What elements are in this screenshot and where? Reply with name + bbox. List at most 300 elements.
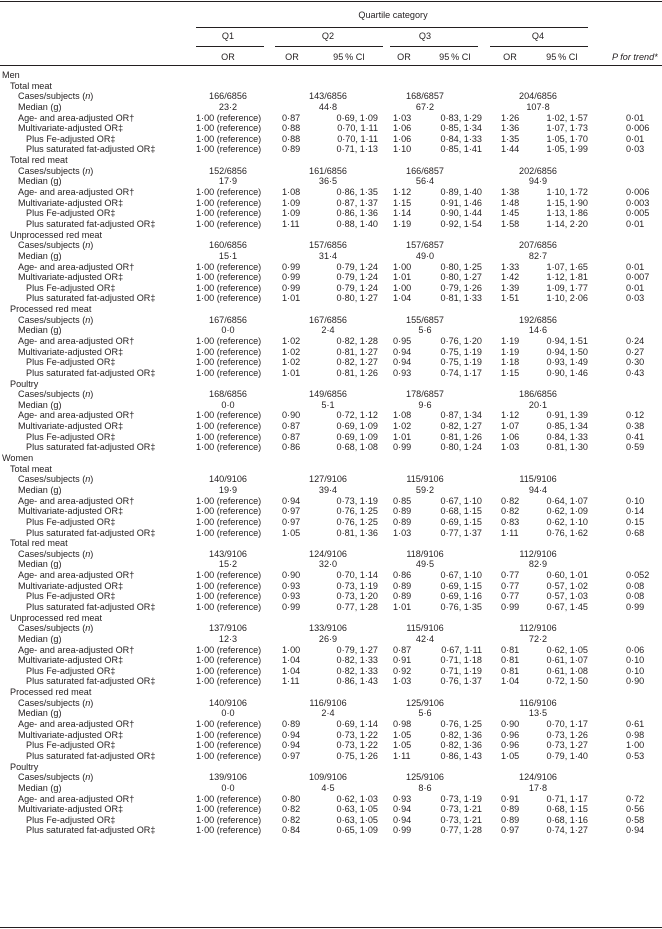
row-label: Plus Fe-adjusted OR‡ (26, 814, 116, 825)
q2-or: 0·99 (282, 261, 301, 272)
group-label: Total red meat (10, 155, 68, 166)
q1-or: 1·00 (reference) (196, 676, 262, 687)
row-label: Plus saturated fat-adjusted OR‡ (26, 442, 156, 453)
median-q4: 82·7 (528, 250, 548, 261)
median-q1: 12·3 (218, 633, 238, 644)
q4-ci: 0·93, 1·49 (546, 357, 588, 368)
q4-or: 0·89 (501, 804, 520, 815)
q2-ci: 0·82, 1·33 (336, 665, 378, 676)
p-trend-label: P for trend* (612, 52, 658, 62)
q3-ci: 0·69, 1·15 (440, 580, 482, 591)
cases-q3: 168/6857 (406, 91, 444, 102)
q4-or: 1·03 (501, 442, 520, 453)
q4-or: 1·33 (501, 261, 520, 272)
q4-ci: 0·84, 1·33 (546, 431, 588, 442)
q3-ci: 0·69, 1·16 (440, 591, 482, 602)
q4-or: 1·42 (501, 272, 520, 283)
row-label: Plus saturated fat-adjusted OR‡ (26, 144, 156, 155)
q2-ci: 0·68, 1·08 (336, 442, 378, 453)
row-label-cases: Cases/subjects (n) (18, 389, 94, 400)
p-trend: 0·006 (626, 187, 650, 198)
q2-or: 0·94 (282, 729, 301, 740)
q1-or: 1·00 (reference) (196, 410, 262, 421)
row-label-median: Median (g) (18, 708, 62, 719)
row-label: Plus Fe-adjusted OR‡ (26, 208, 116, 219)
q2-or: 1·08 (282, 187, 301, 198)
q3-or: 1·14 (393, 208, 412, 219)
q3-or: 1·10 (393, 144, 412, 155)
q1-rule (196, 46, 264, 47)
q2-header: Q2 (321, 31, 335, 41)
q2-or: 0·97 (282, 506, 301, 517)
row-label-median: Median (g) (18, 633, 62, 644)
q3-or: 1·05 (393, 729, 412, 740)
median-q3: 56·4 (415, 176, 435, 187)
row-label: Plus saturated fat-adjusted OR‡ (26, 218, 156, 229)
q3-ci: 0·87, 1·34 (440, 410, 482, 421)
p-trend: 0·01 (626, 112, 645, 123)
cases-q4: 112/9106 (519, 548, 557, 559)
row-label: Multivariate-adjusted OR‡ (18, 123, 124, 134)
q1-or: 1·00 (reference) (196, 644, 262, 655)
row-label-cases: Cases/subjects (n) (18, 240, 94, 251)
q2-or: 1·02 (282, 357, 301, 368)
p-trend: 0·98 (626, 729, 645, 740)
row-label: Plus saturated fat-adjusted OR‡ (26, 750, 156, 761)
p-trend: 0·61 (626, 719, 645, 730)
cases-q2: 161/6856 (309, 165, 347, 176)
q3-or: 1·19 (393, 218, 412, 229)
median-q3: 49·0 (415, 250, 435, 261)
q3-ci: 0·85, 1·41 (440, 144, 482, 155)
q4-ci: 0·90, 1·46 (546, 367, 588, 378)
q1-or: 1·00 (reference) (196, 602, 262, 612)
q4-ci: 1·05, 1·99 (546, 144, 588, 155)
q3-or: 1·03 (393, 112, 412, 123)
q3-ci: 0·76, 1·37 (440, 676, 482, 687)
row-label: Age- and area-adjusted OR† (18, 336, 135, 346)
row-label: Multivariate-adjusted OR‡ (18, 197, 124, 208)
q4-or: 1·26 (501, 112, 520, 123)
q3-or: 1·11 (393, 750, 411, 761)
q3-or: 0·93 (393, 367, 412, 378)
q4-ci: 0·70, 1·17 (546, 719, 588, 730)
median-q1: 0·0 (221, 399, 235, 410)
q1-or: 1·00 (reference) (196, 527, 262, 538)
q2-or: 0·87 (282, 431, 301, 442)
p-trend: 1·00 (626, 740, 645, 751)
q2-or-header: OR (285, 52, 299, 62)
p-trend: 0·08 (626, 580, 645, 591)
p-trend: 0·43 (626, 367, 645, 378)
q4-or: 1·39 (501, 282, 520, 293)
cases-q1: 168/6856 (209, 389, 247, 400)
cases-q2: 133/9106 (309, 623, 347, 634)
q3-ci: 0·71, 1·19 (440, 665, 482, 676)
p-trend: 0·41 (626, 431, 645, 442)
q2-or: 1·09 (282, 208, 301, 219)
q4-ci: 1·14, 2·20 (546, 218, 588, 229)
row-label: Plus saturated fat-adjusted OR‡ (26, 367, 156, 378)
q4-or: 1·04 (501, 676, 520, 687)
q3-ci: 0·74, 1·17 (440, 367, 482, 378)
row-label-median: Median (g) (18, 399, 62, 410)
cases-q3: 178/6857 (406, 389, 444, 400)
median-q4: 94·9 (528, 176, 548, 187)
row-label: Age- and area-adjusted OR† (18, 570, 135, 581)
q3-ci: 0·80, 1·27 (440, 272, 482, 283)
q2-or: 0·88 (282, 123, 301, 134)
q2-ci: 0·80, 1·27 (336, 293, 378, 304)
q2-ci: 0·69, 1·09 (336, 112, 378, 123)
q3-ci: 0·67, 1·11 (441, 644, 482, 655)
row-label-cases: Cases/subjects (n) (18, 165, 94, 176)
q4-or: 0·90 (501, 719, 520, 730)
q3-or: 0·94 (393, 357, 412, 368)
q1-or: 1·00 (reference) (196, 516, 262, 527)
row-label-median: Median (g) (18, 176, 62, 187)
group-label: Processed red meat (10, 687, 92, 698)
q2-or: 0·87 (282, 421, 301, 432)
q1-or: 1·00 (reference) (196, 218, 262, 229)
median-q3: 9·6 (418, 399, 432, 410)
row-label-cases: Cases/subjects (n) (18, 314, 94, 325)
quartile-category-rule (196, 27, 588, 28)
q3-ci: 0·80, 1·24 (440, 442, 482, 453)
q4-ci: 1·10, 1·72 (546, 187, 588, 198)
q2-ci: 0·70, 1·11 (337, 133, 378, 144)
q2-ci: 0·73, 1·20 (336, 591, 378, 602)
q3-ci: 0·91, 1·46 (440, 197, 482, 208)
q3-or: 0·89 (393, 591, 412, 602)
q1-or-header: OR (221, 52, 235, 62)
q3-or: 0·94 (393, 804, 412, 815)
q4-or: 1·07 (501, 421, 520, 432)
q4-ci: 0·68, 1·16 (546, 814, 588, 825)
q2-ci: 0·75, 1·26 (336, 750, 378, 761)
cases-q4: 116/9106 (519, 697, 557, 708)
q2-or: 0·86 (282, 442, 301, 453)
p-trend-header (612, 52, 658, 63)
cases-q4: 112/9106 (519, 623, 557, 634)
row-label: Plus Fe-adjusted OR‡ (26, 591, 116, 602)
q2-ci-header: 95 % CI (333, 52, 365, 62)
q3-or: 0·89 (393, 506, 412, 517)
cases-q3: 125/9106 (406, 697, 444, 708)
q1-or: 1·00 (reference) (196, 655, 262, 666)
q4-ci: 0·62, 1·09 (546, 506, 588, 517)
q2-ci: 0·73, 1·19 (336, 495, 378, 506)
p-trend: 0·03 (626, 144, 645, 155)
q3-ci: 0·67, 1·10 (440, 495, 482, 506)
row-label-cases: Cases/subjects (n) (18, 474, 94, 485)
q3-or: 1·01 (393, 272, 412, 283)
q4-or: 0·91 (501, 793, 520, 804)
row-label: Plus Fe-adjusted OR‡ (26, 282, 116, 293)
q4-ci: 0·94, 1·51 (546, 336, 588, 346)
q3-or: 1·06 (393, 123, 412, 134)
q2-or: 0·94 (282, 740, 301, 751)
q2-ci: 0·86, 1·35 (336, 187, 378, 198)
p-trend: 0·30 (626, 357, 645, 368)
p-trend: 0·59 (626, 442, 645, 453)
row-label: Age- and area-adjusted OR† (18, 719, 135, 730)
q4-ci: 0·60, 1·01 (546, 570, 588, 581)
q3-ci: 0·76, 1·25 (440, 719, 482, 730)
q1-or: 1·00 (reference) (196, 750, 262, 761)
row-label: Multivariate-adjusted OR‡ (18, 421, 124, 432)
q3-ci: 0·73, 1·21 (440, 804, 482, 815)
p-trend: 0·005 (626, 208, 650, 219)
q3-ci: 0·77, 1·37 (440, 527, 482, 538)
p-trend: 0·10 (626, 495, 645, 506)
q3-ci: 0·80, 1·25 (440, 261, 482, 272)
median-q1: 17·9 (218, 176, 238, 187)
p-trend: 0·15 (626, 516, 645, 527)
p-trend: 0·01 (626, 282, 645, 293)
q2-ci: 0·81, 1·36 (336, 527, 378, 538)
q1-or: 1·00 (reference) (196, 570, 262, 581)
q3-or: 0·85 (393, 495, 412, 506)
group-label: Processed red meat (10, 304, 92, 315)
q3-ci: 0·71, 1·18 (440, 655, 482, 666)
q3-ci: 0·68, 1·15 (440, 506, 482, 517)
q4-or: 0·96 (501, 740, 520, 751)
q2-ci: 0·69, 1·09 (336, 421, 378, 432)
q2-rule (275, 46, 383, 47)
q4-or: 0·81 (501, 655, 520, 666)
q4-ci: 1·15, 1·90 (546, 197, 588, 208)
row-label-median: Median (g) (18, 325, 62, 336)
q4-ci: 0·74, 1·27 (546, 825, 588, 836)
cases-q2: 124/9106 (309, 548, 347, 559)
p-trend: 0·007 (626, 272, 650, 283)
p-trend: 0·10 (626, 655, 645, 666)
cases-q1: 140/9106 (209, 474, 247, 485)
q1-or: 1·00 (reference) (196, 208, 262, 219)
q4-ci: 1·02, 1·57 (546, 112, 588, 123)
row-label: Age- and area-adjusted OR† (18, 112, 135, 123)
q2-ci: 0·82, 1·33 (336, 655, 378, 666)
q1-or: 1·00 (reference) (196, 814, 262, 825)
cases-q3: 115/9106 (406, 474, 444, 485)
p-trend: 0·68 (626, 527, 645, 538)
row-label: Plus saturated fat-adjusted OR‡ (26, 825, 156, 836)
q4-ci: 0·91, 1·39 (546, 410, 588, 421)
median-q2: 39·4 (318, 484, 338, 495)
row-label: Multivariate-adjusted OR‡ (18, 346, 124, 357)
q3-or: 0·93 (393, 793, 412, 804)
median-q2: 31·4 (318, 250, 338, 261)
row-label: Multivariate-adjusted OR‡ (18, 506, 124, 517)
q2-or: 0·99 (282, 282, 301, 293)
q1-or: 1·00 (reference) (196, 367, 262, 378)
median-q4: 13·5 (528, 708, 548, 719)
q2-or: 1·00 (282, 644, 301, 655)
q3-or: 1·03 (393, 527, 412, 538)
q3-or: 1·08 (393, 410, 412, 421)
row-label-cases: Cases/subjects (n) (18, 548, 94, 559)
cases-q3: 155/6857 (406, 314, 444, 325)
cases-q3: 166/6857 (406, 165, 444, 176)
bottom-rule (0, 927, 662, 928)
q1-or: 1·00 (reference) (196, 272, 262, 283)
q2-or: 0·87 (282, 112, 301, 123)
q2-ci: 0·82, 1·27 (336, 357, 378, 368)
row-label: Plus saturated fat-adjusted OR‡ (26, 676, 156, 687)
p-trend: 0·94 (626, 825, 645, 836)
q2-or: 1·02 (282, 346, 301, 357)
row-label: Plus Fe-adjusted OR‡ (26, 357, 116, 368)
q3-or: 0·99 (393, 442, 412, 453)
q4-or: 0·77 (501, 591, 520, 602)
median-q3: 49·5 (415, 559, 435, 570)
q4-or: 0·81 (501, 665, 520, 676)
q2-ci: 0·79, 1·24 (336, 282, 378, 293)
row-label-median: Median (g) (18, 250, 62, 261)
cases-q1: 167/6856 (209, 314, 247, 325)
q2-ci: 0·82, 1·28 (336, 336, 378, 346)
q2-ci: 0·86, 1·36 (336, 208, 378, 219)
cases-q4: 115/9106 (519, 474, 557, 485)
header-bottom-rule (0, 65, 662, 66)
cases-q1: 140/9106 (209, 697, 247, 708)
q2-ci: 0·73, 1·19 (336, 580, 378, 591)
q1-or: 1·00 (reference) (196, 431, 262, 442)
q2-or: 0·90 (282, 570, 301, 581)
q1-or: 1·00 (reference) (196, 825, 262, 836)
q3-ci: 0·85, 1·34 (440, 123, 482, 134)
cases-q1: 152/6856 (209, 165, 247, 176)
q4-ci: 0·67, 1·45 (546, 602, 588, 612)
row-label-cases: Cases/subjects (n) (18, 623, 94, 634)
cases-q3: 118/9106 (406, 548, 444, 559)
row-label: Plus Fe-adjusted OR‡ (26, 431, 116, 442)
q2-ci: 0·62, 1·03 (336, 793, 378, 804)
q3-ci: 0·81, 1·33 (440, 293, 482, 304)
row-label: Multivariate-adjusted OR‡ (18, 272, 124, 283)
section-label: Women (2, 453, 34, 464)
p-trend: 0·58 (626, 814, 645, 825)
q3-ci: 0·89, 1·40 (440, 187, 482, 198)
q3-or: 1·01 (393, 431, 412, 442)
median-q4: 72·2 (528, 633, 548, 644)
q2-or: 1·11 (282, 218, 300, 229)
p-trend: 0·72 (626, 793, 645, 804)
p-trend: 0·08 (626, 591, 645, 602)
q4-ci: 0·73, 1·27 (546, 740, 588, 751)
q1-header: Q1 (221, 31, 235, 41)
q1-or: 1·00 (reference) (196, 740, 262, 751)
q4-or: 1·35 (501, 133, 520, 144)
q3-ci: 0·86, 1·43 (440, 750, 482, 761)
median-q3: 67·2 (415, 101, 435, 112)
q3-or: 1·06 (393, 133, 412, 144)
q4-ci: 0·85, 1·34 (546, 421, 588, 432)
q3-or: 0·89 (393, 580, 412, 591)
median-q4: 17·8 (528, 782, 548, 793)
q2-ci: 0·81, 1·27 (336, 346, 378, 357)
q3-or-header: OR (397, 52, 411, 62)
p-trend: 0·06 (626, 644, 645, 655)
q3-ci: 0·76, 1·20 (440, 336, 482, 346)
cases-q3: 125/9106 (406, 772, 444, 783)
cases-q1: 139/9106 (209, 772, 247, 783)
median-q1: 0·0 (221, 782, 235, 793)
cases-q1: 143/9106 (209, 548, 247, 559)
q4-or: 1·19 (501, 346, 520, 357)
q1-or: 1·00 (reference) (196, 197, 262, 208)
q3-ci: 0·83, 1·29 (440, 112, 482, 123)
row-label: Multivariate-adjusted OR‡ (18, 655, 124, 666)
q1-or: 1·00 (reference) (196, 346, 262, 357)
q3-ci: 0·82, 1·36 (440, 740, 482, 751)
cases-q4: 186/6856 (519, 389, 557, 400)
q4-or: 1·38 (501, 187, 520, 198)
median-q3: 8·6 (418, 782, 432, 793)
q4-rule (490, 46, 588, 47)
row-label: Plus Fe-adjusted OR‡ (26, 133, 116, 144)
q4-ci: 0·81, 1·30 (546, 442, 588, 453)
q3-or: 0·94 (393, 346, 412, 357)
q2-ci: 0·65, 1·09 (336, 825, 378, 836)
q2-or: 1·01 (282, 293, 301, 304)
q2-or: 1·05 (282, 527, 301, 538)
p-trend: 0·14 (626, 506, 645, 517)
q1-or: 1·00 (reference) (196, 293, 262, 304)
q2-ci: 0·71, 1·13 (336, 144, 378, 155)
q3-or: 1·00 (393, 261, 412, 272)
q4-ci: 0·61, 1·08 (546, 665, 588, 676)
q4-or: 0·97 (501, 825, 520, 836)
q2-or: 0·94 (282, 495, 301, 506)
q2-ci: 0·72, 1·12 (336, 410, 378, 421)
row-label: Plus Fe-adjusted OR‡ (26, 740, 116, 751)
p-trend: 0·99 (626, 602, 645, 612)
row-label: Age- and area-adjusted OR† (18, 410, 135, 421)
group-label: Total red meat (10, 538, 68, 549)
q3-or: 0·95 (393, 336, 412, 346)
q2-or: 0·97 (282, 516, 301, 527)
q1-or: 1·00 (reference) (196, 793, 262, 804)
q1-or: 1·00 (reference) (196, 804, 262, 815)
q3-or: 0·86 (393, 570, 412, 581)
q3-ci: 0·84, 1·33 (440, 133, 482, 144)
quartile-category-header: Quartile category (358, 10, 428, 20)
row-label: Multivariate-adjusted OR‡ (18, 804, 124, 815)
row-label: Age- and area-adjusted OR† (18, 495, 135, 506)
median-q4: 94·4 (528, 484, 548, 495)
q2-ci: 0·88, 1·40 (336, 218, 378, 229)
q4-ci: 0·79, 1·40 (546, 750, 588, 761)
q4-or: 0·83 (501, 516, 520, 527)
q4-or: 1·12 (501, 410, 520, 421)
q4-ci: 1·07, 1·73 (546, 123, 588, 134)
q3-ci: 0·75, 1·19 (440, 346, 482, 357)
q1-or: 1·00 (reference) (196, 112, 262, 123)
q2-or: 0·88 (282, 133, 301, 144)
q3-ci: 0·79, 1·26 (440, 282, 482, 293)
row-label: Plus saturated fat-adjusted OR‡ (26, 293, 156, 304)
q2-or: 0·99 (282, 602, 301, 612)
median-q4: 20·1 (528, 399, 548, 410)
q3-ci: 0·81, 1·26 (440, 431, 482, 442)
cases-q2: 143/6856 (309, 91, 347, 102)
q2-ci: 0·79, 1·24 (336, 261, 378, 272)
row-label: Age- and area-adjusted OR† (18, 793, 135, 804)
row-label-median: Median (g) (18, 101, 62, 112)
cases-q3: 157/6857 (406, 240, 444, 251)
